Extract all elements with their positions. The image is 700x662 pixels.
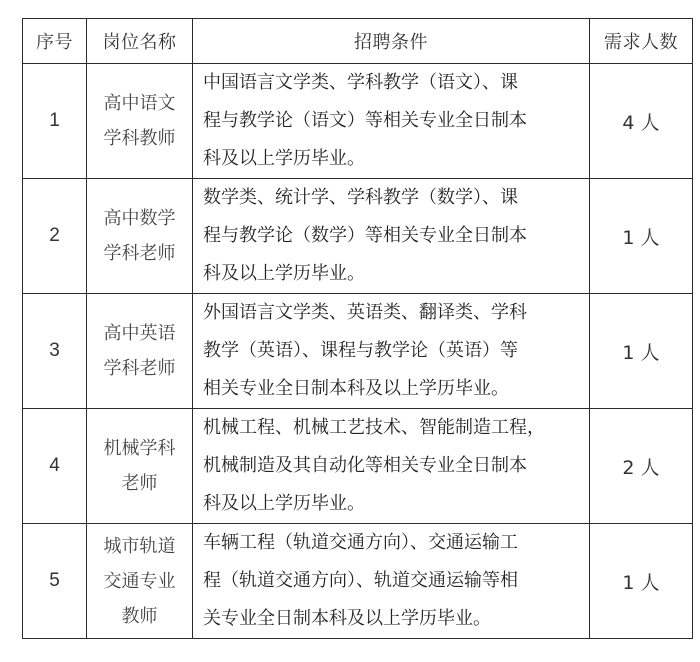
row-index-cell: 2 [23,179,87,294]
position-name-line: 机械学科 [103,438,176,459]
header-position: 岗位名称 [87,19,193,64]
position-name-line: 学科老师 [103,358,176,379]
position-name-line: 学科教师 [103,128,176,149]
requirements-line: 科及以上学历毕业。 [203,263,365,284]
requirements-line: 机械工程、机械工艺技术、智能制造工程， [203,417,545,438]
table-header [23,19,693,64]
table-row [23,64,693,179]
position-name-line: 城市轨道 [103,535,176,557]
recruitment-table-sheet [22,18,692,648]
position-name-line: 学科老师 [103,243,176,264]
row-index-cell: 3 [23,294,87,409]
headcount-cell: 4 人 [590,64,693,179]
requirements-line: 中国语言文学类、学科教学（语文）、课 [203,72,518,93]
header-row [23,19,693,64]
requirements-cell [193,524,590,639]
requirements-line: 车辆工程（轨道交通方向）、交通运输工 [203,532,518,553]
header-index: 序号 [23,19,87,64]
position-name-line: 高中英语 [103,323,176,344]
headcount-cell: 1 人 [590,524,693,639]
position-name-line: 高中语文 [103,93,176,114]
position-name-cell [87,64,193,179]
requirements-line: 教学（英语）、课程与教学论（英语）等 [203,340,518,361]
row-index-cell: 1 [23,64,87,179]
position-name-cell [87,409,193,524]
position-name-line: 高中数学 [103,208,176,229]
requirements-cell [193,409,590,524]
recruitment-table [22,18,693,639]
table-row [23,524,693,639]
requirements-line: 科及以上学历毕业。 [203,493,365,514]
requirements-cell [193,64,590,179]
headcount-cell: 2 人 [590,409,693,524]
requirements-line: 相关专业全日制本科及以上学历毕业。 [203,378,509,399]
requirements-line: 程（轨道交通方向）、轨道交通运输等相 [203,570,518,591]
position-name-cell [87,294,193,409]
header-count: 需求人数 [590,19,693,64]
table-row [23,179,693,294]
requirements-line: 科及以上学历毕业。 [203,148,365,169]
requirements-line: 关专业全日制本科及以上学历毕业。 [203,608,491,629]
row-index-cell: 5 [23,524,87,639]
table-row [23,294,693,409]
requirements-cell [193,294,590,409]
position-name-line: 老师 [121,473,158,494]
table-body [23,64,693,639]
requirements-line: 程与教学论（语文）等相关专业全日制本 [203,110,527,131]
row-index-cell: 4 [23,409,87,524]
requirements-line: 程与教学论（数学）等相关专业全日制本 [203,225,527,246]
requirements-line: 机械制造及其自动化等相关专业全日制本 [203,455,527,476]
position-name-cell [87,524,193,639]
table-row [23,409,693,524]
requirements-cell [193,179,590,294]
headcount-cell: 1 人 [590,294,693,409]
position-name-line: 教师 [121,605,158,627]
header-requirements: 招聘条件 [193,19,590,64]
position-name-line: 交通专业 [103,570,176,592]
position-name-cell [87,179,193,294]
requirements-line: 外国语言文学类、英语类、翻译类、学科 [203,302,527,323]
requirements-line: 数学类、统计学、学科教学（数学）、课 [203,187,518,208]
headcount-cell: 1 人 [590,179,693,294]
